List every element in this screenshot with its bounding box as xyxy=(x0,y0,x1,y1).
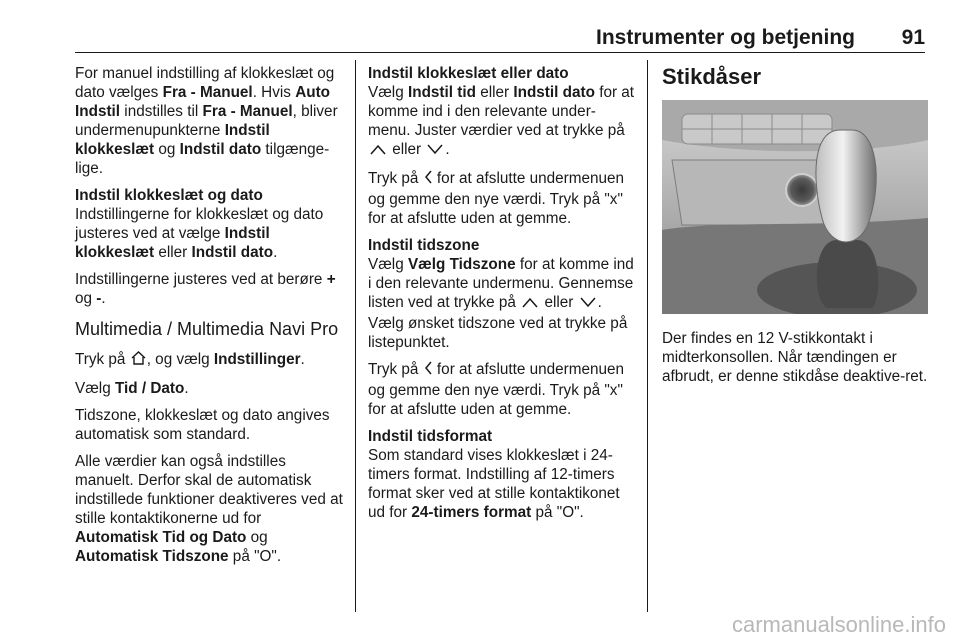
subheading: Indstil tidszone xyxy=(368,237,480,254)
subheading: Indstil klokkeslæt og dato xyxy=(75,187,263,204)
paragraph: Vælg Vælg Tidszone for at komme ind i den relevante undermenu. Gennemse listen ved at trykke på eller . Vælg ønsket tidszone ved at trykke på listepunktet. xyxy=(368,256,634,351)
paragraph: For manuel indstilling af klokkeslæt og dato vælges Fra - Manuel. Hvis Auto Indstil indstilles til Fra - Manuel, bliver undermenupunkterne Indstil klokkeslæt og Indstil dato tilgænge-lige. xyxy=(75,65,338,177)
paragraph: Indstillingerne justeres ved at berøre + og -. xyxy=(75,271,336,307)
subheading: Indstil tidsformat xyxy=(368,428,493,445)
column-3 xyxy=(662,64,928,394)
center-console-photo xyxy=(662,100,928,314)
section-heading: Multimedia / Multimedia Navi Pro xyxy=(75,319,339,339)
paragraph: Indstillingerne for klokkeslæt og dato justeres ved at vælge Indstil klokkeslæt eller Indstil dato. xyxy=(75,206,324,261)
paragraph: Tidszone, klokkeslæt og dato angives automatisk som standard. xyxy=(75,407,330,443)
column-1 xyxy=(75,64,347,574)
paragraph: Tryk på for at afslutte undermenuen og gemme den nye værdi. Tryk på "x" for at afslutte uden at gemme. xyxy=(368,170,625,227)
watermark: carmanualsonline.info xyxy=(731,612,946,637)
page-header xyxy=(75,0,925,53)
subheading: Indstil klokkeslæt eller dato xyxy=(368,65,569,82)
chevron-up-icon xyxy=(520,295,540,314)
paragraph: Vælg Tid / Dato. xyxy=(75,380,189,397)
chevron-left-icon xyxy=(423,169,433,190)
chevron-left-icon xyxy=(423,360,433,381)
photo-caption: Der findes en 12 V-stikkontakt i midterkonsollen. Når tændingen er afbrudt, er denne stikdåse deaktive-ret. xyxy=(662,330,928,385)
chevron-down-icon xyxy=(425,142,445,161)
paragraph: Tryk på for at afslutte undermenuen og gemme den nye værdi. Tryk på "x" for at afslutte uden at gemme. xyxy=(368,361,625,418)
section-heading: Stikdåser xyxy=(662,64,762,89)
column-divider xyxy=(355,60,356,612)
chevron-up-icon xyxy=(368,142,388,161)
paragraph: Som standard vises klokkeslæt i 24-timers format. Indstilling af 12-timers format sker ved at stille kontaktikonet ud for 24-timers format på "O". xyxy=(368,447,620,521)
paragraph: Vælg Indstil tid eller Indstil dato for at komme ind i den relevante under-menu. Juster værdier ved at trykke på eller . xyxy=(368,83,636,161)
page-number: 91 xyxy=(901,26,925,49)
paragraph: Alle værdier kan også indstilles manuelt. Derfor skal de automatisk indstillede funktioner deaktiveres ved at stille kontaktikonerne ud for Automatisk Tid og Dato og Automatisk Tidszone på "O". xyxy=(75,453,343,565)
column-divider xyxy=(647,60,648,612)
chevron-down-icon xyxy=(578,295,598,314)
column-2 xyxy=(368,64,636,530)
section-title: Instrumenter og betjening xyxy=(595,26,855,49)
paragraph: Tryk på , og vælg Indstillinger. xyxy=(75,350,347,371)
home-icon xyxy=(130,350,147,371)
